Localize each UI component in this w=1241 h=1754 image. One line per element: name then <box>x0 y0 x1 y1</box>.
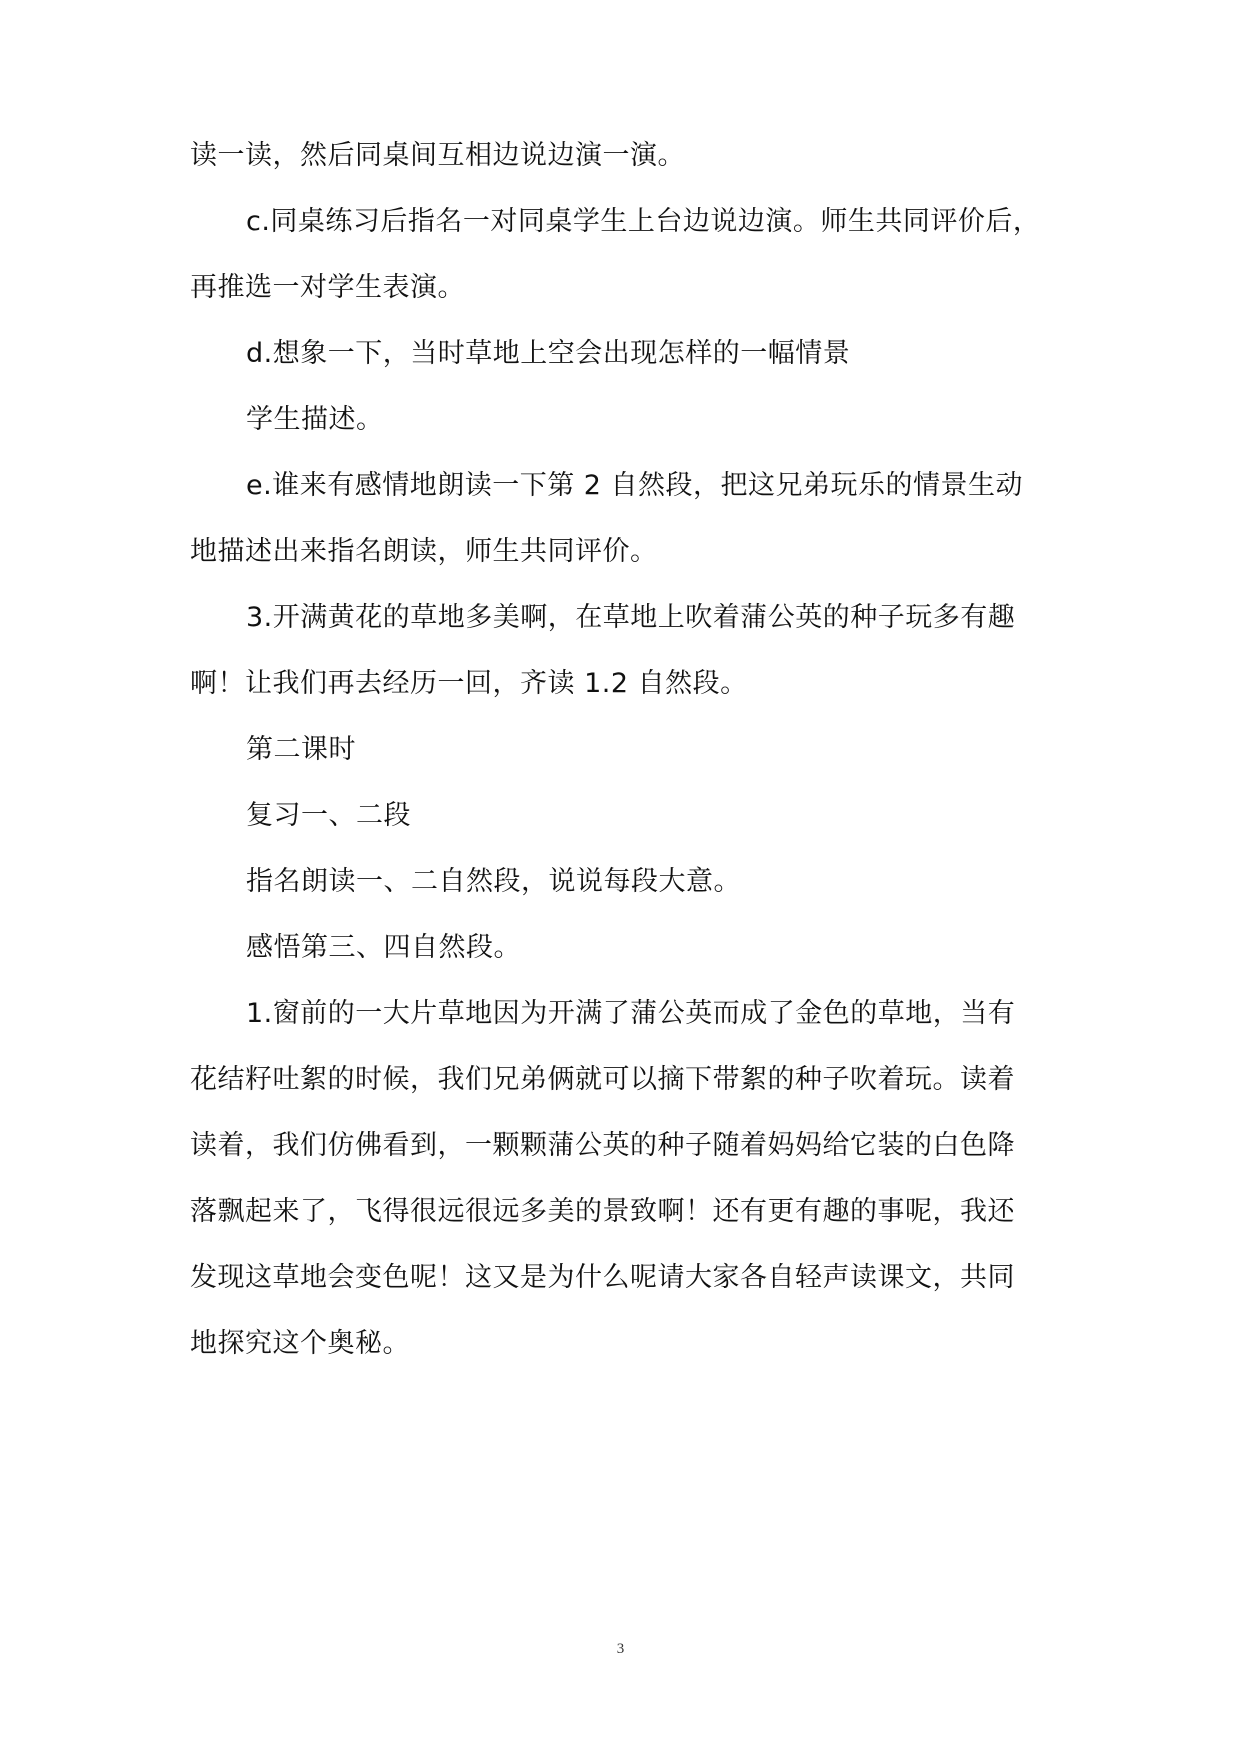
text-line: 复习一、二段 <box>246 800 411 831</box>
section-heading: 第二课时 <box>246 734 356 765</box>
text-line: 啊！让我们再去经历一回，齐读 1.2 自然段。 <box>190 668 748 699</box>
text-line: 1.窗前的一大片草地因为开满了蒲公英而成了金色的草地，当有 <box>246 998 1016 1029</box>
text-line: c.同桌练习后指名一对同桌学生上台边说边演。师生共同评价后， <box>246 206 1041 237</box>
page-number: 3 <box>616 1641 625 1657</box>
text-line: 学生描述。 <box>246 404 384 435</box>
text-line: e.谁来有感情地朗读一下第 2 自然段，把这兄弟玩乐的情景生动 <box>246 470 1024 501</box>
text-line: 发现这草地会变色呢！这又是为什么呢请大家各自轻声读课文，共同 <box>190 1262 1015 1293</box>
text-line: 落飘起来了，飞得很远很远多美的景致啊！还有更有趣的事呢，我还 <box>190 1196 1015 1227</box>
text-line: 再推选一对学生表演。 <box>190 272 465 303</box>
text-line: d.想象一下，当时草地上空会出现怎样的一幅情景 <box>246 338 851 369</box>
text-line: 花结籽吐絮的时候，我们兄弟俩就可以摘下带絮的种子吹着玩。读着 <box>190 1064 1015 1095</box>
text-line: 指名朗读一、二自然段，说说每段大意。 <box>246 866 741 897</box>
text-line: 3.开满黄花的草地多美啊，在草地上吹着蒲公英的种子玩多有趣 <box>246 602 1016 633</box>
text-line: 地探究这个奥秘。 <box>190 1328 410 1359</box>
text-line: 读着，我们仿佛看到，一颗颗蒲公英的种子随着妈妈给它装的白色降 <box>190 1130 1015 1161</box>
text-line: 感悟第三、四自然段。 <box>246 932 521 963</box>
text-line: 地描述出来指名朗读，师生共同评价。 <box>190 536 658 567</box>
text-line: 读一读，然后同桌间互相边说边演一演。 <box>190 140 685 171</box>
